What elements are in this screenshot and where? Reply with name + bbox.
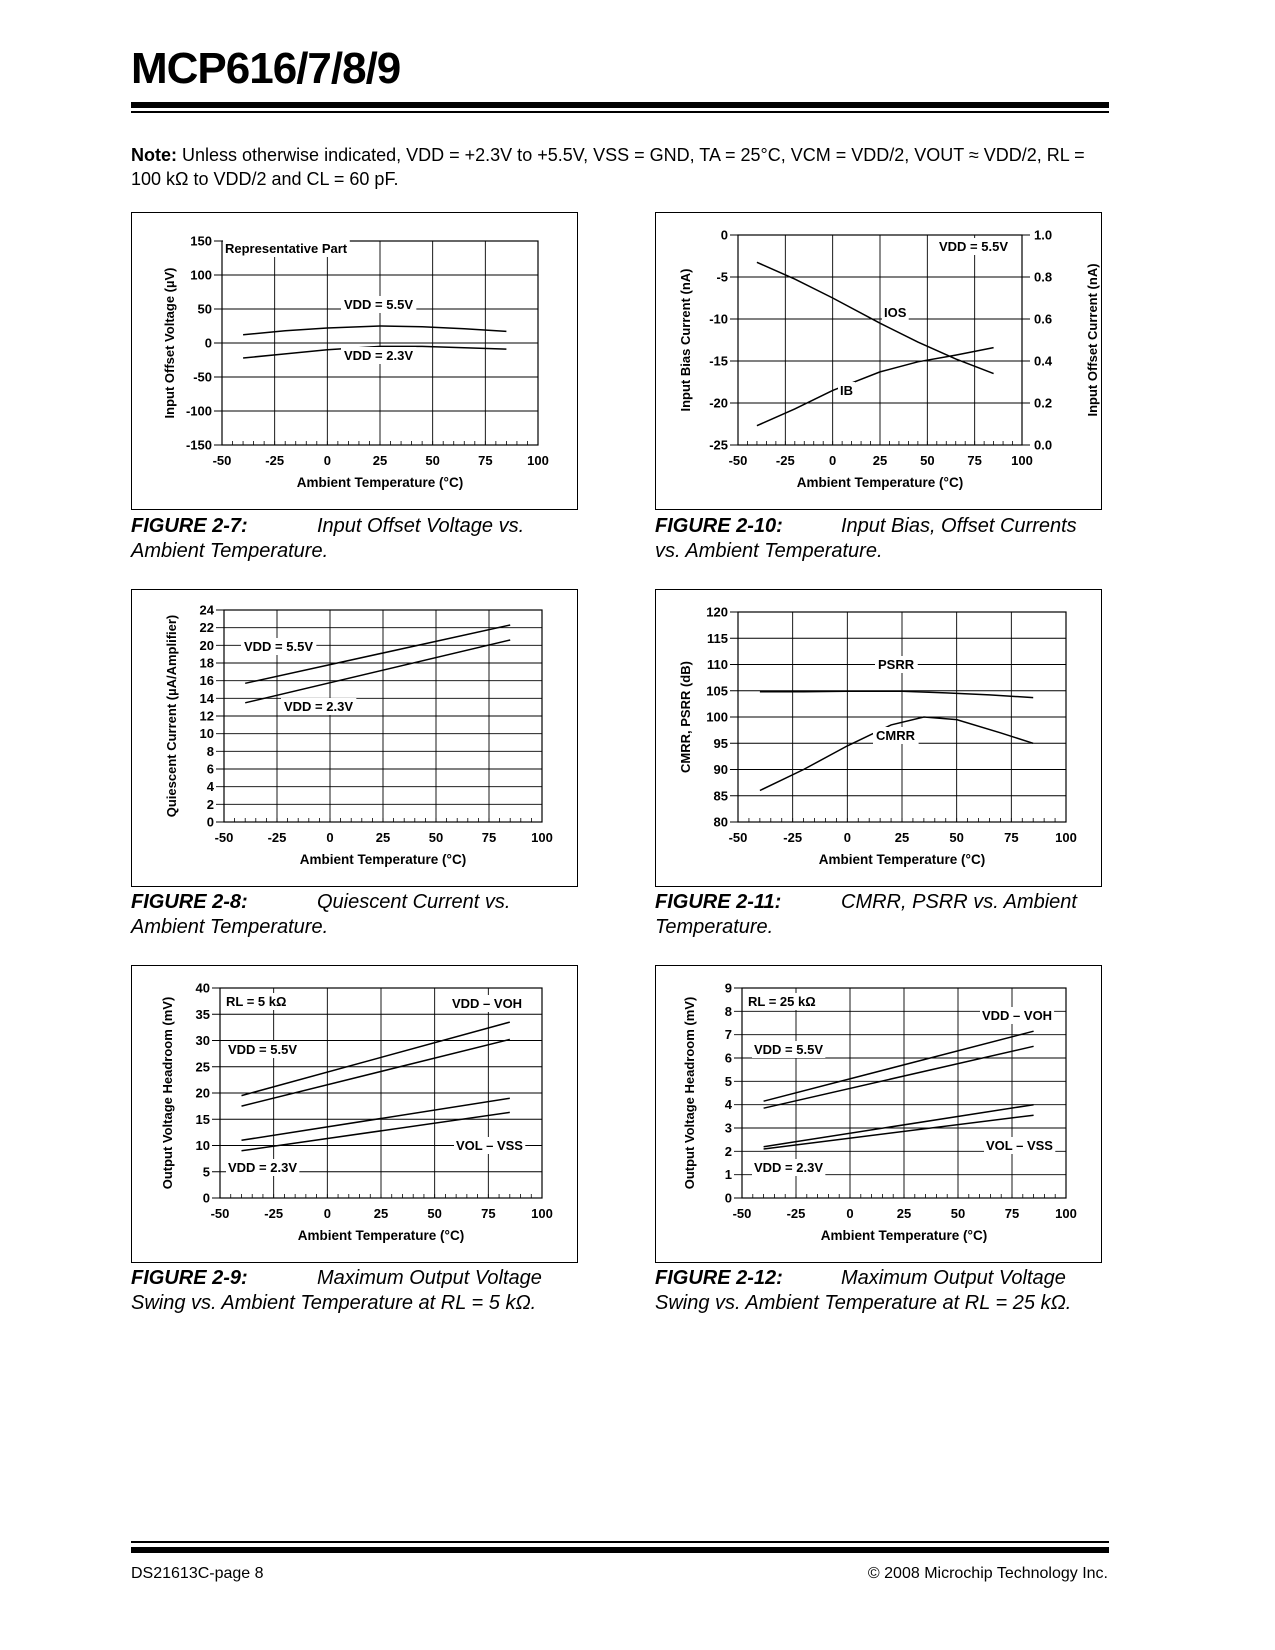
footer-rule (131, 1547, 1109, 1553)
chart-annotation: IOS (884, 305, 907, 320)
y-tick-label: 150 (190, 233, 212, 249)
y-tick-label: -25 (709, 437, 728, 453)
x-tick-label: -25 (783, 830, 803, 845)
x-tick-label: -50 (732, 1206, 752, 1221)
x-tick-label: -25 (264, 1206, 284, 1221)
y-tick-label: 40 (195, 980, 210, 996)
y-tick-label: 22 (199, 620, 214, 636)
y-tick-label: 35 (195, 1006, 210, 1022)
y-tick-label: 5 (724, 1073, 732, 1089)
x-tick-label: 0 (326, 830, 334, 845)
y-tick-label: 1 (724, 1167, 732, 1183)
y-tick-label: 8 (206, 743, 214, 759)
x-tick-label: 0 (829, 453, 837, 468)
y-tick-label: 2 (724, 1143, 732, 1159)
x-tick-label: 50 (427, 1206, 442, 1221)
y-tick-label: 4 (724, 1097, 732, 1113)
caption-fig11 (655, 890, 1095, 940)
x-tick-label: 0 (843, 830, 851, 845)
x-axis-label: Ambient Temperature (°C) (297, 1228, 465, 1243)
x-tick-label: 25 (894, 830, 910, 845)
y-tick-label: -15 (709, 353, 728, 369)
y2-tick-label: 0.0 (1034, 437, 1053, 453)
y-tick-label: 20 (195, 1085, 210, 1101)
y-tick-label: 0 (206, 814, 214, 830)
document-title: MCP616/7/8/9 (131, 44, 401, 93)
y-tick-label: 9 (724, 980, 732, 996)
x-tick-label: 100 (531, 830, 553, 845)
y-tick-label: 0 (720, 227, 728, 243)
y-tick-label: 25 (195, 1059, 210, 1075)
y-tick-label: 10 (195, 1138, 210, 1153)
chart-annotation: RL = 5 kΩ (226, 994, 287, 1009)
x-tick-label: 100 (531, 1206, 553, 1221)
footer-rule-thin (131, 1541, 1109, 1543)
y2-tick-label: 1.0 (1034, 227, 1053, 243)
caption-text: Input Offset Voltage vs. Ambient Temperature. (131, 515, 525, 562)
y-tick-label: 10 (199, 726, 214, 742)
x-tick-label: 50 (949, 830, 964, 845)
y-tick-label: 100 (190, 267, 212, 283)
caption-number: FIGURE 2-9: (131, 1267, 248, 1289)
y2-tick-label: 0.4 (1034, 353, 1053, 369)
x-tick-label: 75 (481, 1206, 496, 1221)
note-paragraph (131, 143, 1111, 191)
series-label: VDD = 5.5V (344, 297, 414, 312)
y-tick-label: 0 (204, 335, 212, 351)
x-tick-label: 50 (920, 453, 935, 468)
caption-text: Input Bias, Offset Currents vs. Ambient Temperature. (655, 515, 1077, 562)
series-line (243, 326, 506, 335)
figure-2-10-chart (655, 212, 1102, 510)
caption-number: FIGURE 2-8: (131, 891, 248, 913)
y-tick-label: 50 (197, 301, 212, 317)
y-tick-label: 16 (199, 673, 214, 689)
x-tick-label: 75 (1004, 1206, 1020, 1221)
figure-2-11-chart (655, 589, 1102, 887)
x-tick-label: -50 (214, 830, 234, 845)
header-rule (131, 102, 1109, 108)
y-tick-label: 6 (206, 761, 214, 777)
caption-fig12 (655, 1266, 1095, 1316)
caption-number: FIGURE 2-12: (655, 1267, 783, 1289)
x-tick-label: 0 (846, 1206, 854, 1221)
y2-tick-label: 0.2 (1034, 395, 1053, 411)
chart-annotation: IB (840, 383, 853, 398)
x-tick-label: -50 (728, 830, 748, 845)
y-tick-label: 100 (706, 709, 728, 725)
y-tick-label: 90 (713, 762, 728, 777)
x-axis-label: Ambient Temperature (°C) (820, 1228, 988, 1243)
y-tick-label: 80 (713, 814, 728, 830)
x-tick-label: 50 (425, 453, 440, 468)
x-tick-label: 0 (323, 1206, 331, 1221)
y-tick-label: 7 (724, 1027, 732, 1043)
x-tick-label: -25 (775, 453, 795, 468)
chart-annotation: VOL – VSS (986, 1138, 1053, 1153)
series-line (757, 262, 994, 373)
series-label: VDD = 5.5V (244, 639, 314, 654)
figure-2-8-chart (131, 589, 578, 887)
y-tick-label: -5 (716, 269, 728, 285)
series-label: VDD = 2.3V (344, 348, 414, 363)
x-tick-label: -50 (212, 453, 232, 468)
caption-fig9 (131, 1266, 571, 1316)
x-axis-label: Ambient Temperature (°C) (296, 475, 464, 490)
caption-fig8 (131, 890, 571, 940)
y-tick-label: 0 (724, 1190, 732, 1206)
y-tick-label: 20 (199, 637, 214, 653)
chart-annotation: Representative Part (225, 241, 348, 256)
x-tick-label: 75 (478, 453, 493, 468)
y-tick-label: 4 (206, 779, 214, 795)
x-tick-label: 100 (527, 453, 549, 468)
y-tick-label: 24 (199, 602, 214, 618)
note-label: Note: (131, 145, 177, 165)
chart-annotation: VDD – VOH (452, 996, 523, 1011)
chart-annotation: RL = 25 kΩ (748, 994, 816, 1009)
x-tick-label: 75 (1004, 830, 1019, 845)
x-tick-label: 25 (872, 453, 888, 468)
y-tick-label: 6 (724, 1050, 732, 1066)
caption-number: FIGURE 2-11: (655, 891, 782, 913)
caption-text: Quiescent Current vs. Ambient Temperature. (131, 891, 511, 938)
y-tick-label: 110 (707, 657, 728, 672)
caption-number: FIGURE 2-7: (131, 515, 248, 537)
chart-annotation: VDD = 5.5V (754, 1042, 824, 1057)
figure-2-9-chart (131, 965, 578, 1263)
chart-annotation: VOL – VSS (456, 1138, 523, 1153)
y2-tick-label: 0.6 (1034, 311, 1053, 327)
series-label: CMRR (876, 728, 915, 743)
y-tick-label: 105 (706, 683, 728, 699)
y-tick-label: -20 (709, 395, 728, 411)
series-line (242, 1022, 510, 1096)
y2-axis-label: Input Offset Current (nA) (1085, 263, 1100, 417)
x-tick-label: 25 (372, 453, 388, 468)
x-tick-label: -25 (267, 830, 287, 845)
note-text: Unless otherwise indicated, VDD = +2.3V to +5.5V, VSS = GND, TA = 25°C, VCM = VDD/2, VOUT ≈ VDD/2, RL = 100 kΩ to VDD/2 and CL = 60 pF. (131, 145, 1085, 189)
y-tick-label: -10 (709, 311, 728, 327)
y-axis-label: Input Bias Current (nA) (678, 268, 693, 412)
x-tick-label: -50 (728, 453, 748, 468)
y-tick-label: 120 (706, 604, 728, 620)
x-axis-label: Ambient Temperature (°C) (796, 475, 964, 490)
figure-2-12-chart (655, 965, 1102, 1263)
caption-text: CMRR, PSRR vs. Ambient Temperature. (655, 891, 1077, 938)
chart-annotation: VDD = 2.3V (754, 1160, 824, 1175)
caption-fig7 (131, 514, 571, 564)
chart-annotation: VDD = 2.3V (228, 1160, 298, 1175)
series-line (760, 691, 1033, 697)
x-tick-label: 100 (1011, 453, 1033, 468)
y-tick-label: 5 (202, 1164, 210, 1180)
y-tick-label: -50 (193, 369, 212, 385)
x-tick-label: 100 (1055, 830, 1077, 845)
y-tick-label: 15 (195, 1111, 210, 1127)
header-rule-thin (131, 111, 1109, 113)
y-tick-label: 115 (707, 630, 728, 646)
caption-fig10 (655, 514, 1095, 564)
series-label: VDD = 2.3V (284, 699, 354, 714)
y-axis-label: Output Voltage Headroom (mV) (682, 996, 697, 1190)
caption-text: Maximum Output Voltage Swing vs. Ambient Temperature at RL = 25 kΩ. (655, 1267, 1072, 1314)
chart-annotation: VDD – VOH (982, 1008, 1053, 1023)
y-axis-label: CMRR, PSRR (dB) (678, 661, 693, 773)
y-tick-label: 2 (206, 796, 214, 812)
y2-tick-label: 0.8 (1034, 269, 1053, 285)
x-tick-label: -25 (786, 1206, 806, 1221)
y-tick-label: 95 (713, 735, 728, 751)
x-tick-label: 75 (967, 453, 982, 468)
x-axis-label: Ambient Temperature (°C) (299, 852, 467, 867)
x-tick-label: 25 (375, 830, 391, 845)
y-tick-label: -100 (185, 403, 212, 419)
series-label: PSRR (878, 657, 915, 672)
chart-annotation: VDD = 5.5V (939, 239, 1009, 254)
chart-annotation: VDD = 5.5V (228, 1042, 298, 1057)
x-tick-label: 25 (896, 1206, 912, 1221)
x-tick-label: 25 (373, 1206, 389, 1221)
y-tick-label: 12 (199, 708, 214, 724)
x-tick-label: -50 (210, 1206, 230, 1221)
y-tick-label: 8 (724, 1003, 732, 1019)
page-number: DS21613C-page 8 (131, 1565, 264, 1582)
y-tick-label: 30 (195, 1033, 210, 1048)
figure-2-7-chart (131, 212, 578, 510)
y-tick-label: 85 (713, 788, 728, 804)
y-axis-label: Quiescent Current (µA/Amplifier) (164, 614, 179, 818)
x-tick-label: 0 (323, 453, 331, 468)
x-tick-label: 50 (428, 830, 444, 845)
x-tick-label: 100 (1055, 1206, 1077, 1221)
caption-number: FIGURE 2-10: (655, 515, 783, 537)
x-axis-label: Ambient Temperature (°C) (818, 852, 986, 867)
y-tick-label: 14 (199, 690, 214, 706)
y-tick-label: 3 (724, 1120, 732, 1136)
x-tick-label: -25 (265, 453, 285, 468)
caption-text: Maximum Output Voltage Swing vs. Ambient Temperature at RL = 5 kΩ. (131, 1267, 542, 1314)
y-tick-label: -150 (185, 437, 212, 453)
y-tick-label: 18 (199, 655, 214, 671)
y-tick-label: 0 (202, 1190, 210, 1206)
y-axis-label: Output Voltage Headroom (mV) (160, 996, 175, 1190)
copyright: © 2008 Microchip Technology Inc. (867, 1565, 1108, 1582)
x-tick-label: 50 (950, 1206, 966, 1221)
y-axis-label: Input Offset Voltage (µV) (162, 267, 177, 419)
x-tick-label: 75 (481, 830, 497, 845)
